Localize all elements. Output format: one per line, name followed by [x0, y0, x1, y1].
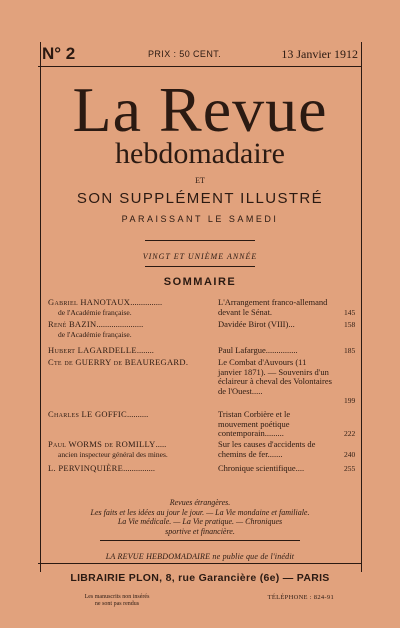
toc-title: Le Combat d'Auvours (11 janvier 1871). — Souvenirs d'un éclaireur à cheval des Volontaires de l'Ouest.....	[218, 357, 332, 396]
issue-number: N° 2	[42, 44, 76, 63]
toc-title: Paul Lafargue...............	[218, 345, 298, 355]
top-rule	[38, 66, 362, 67]
divider	[145, 266, 255, 267]
toc-author: René BAZIN...................... de l'Académie française.	[48, 319, 144, 339]
masthead-et: ET	[195, 176, 205, 185]
toc-page: 199	[344, 396, 356, 405]
toc-page: 158	[344, 320, 356, 329]
toc-author: Gabriel HANOTAUX............... de l'Académie française.	[48, 297, 163, 317]
toc-title: Tristan Corbière et le mouvement poétique contemporain.........	[218, 409, 291, 438]
toc-title: Davidée Birot (VIII)...	[218, 319, 295, 329]
toc-author: Cte de GUERRY de BEAUREGARD.	[48, 357, 189, 367]
header-bar	[40, 44, 360, 64]
masthead-subtitle: hebdomadaire	[115, 137, 285, 170]
toc-title: L'Arrangement franco-allemand devant le Sénat.	[218, 297, 328, 317]
manuscripts-note: Les manuscrits non insérés ne sont pas rendus	[84, 594, 150, 607]
rubrique-line: sportive et financière.	[165, 526, 235, 536]
toc-title: Chronique scientifique....	[218, 463, 305, 473]
toc-page: 255	[344, 464, 356, 473]
masthead-supplement: SON SUPPLÉMENT ILLUSTRÉ	[76, 190, 324, 207]
toc-title: Sur les causes d'accidents de chemins de fer.......	[218, 439, 316, 459]
issue-date: 13 Janvier 1912	[281, 47, 358, 61]
toc-author: Paul WORMS de ROMILLY..... ancien inspecteur général des mines.	[48, 439, 168, 459]
masthead-title: La Revue	[72, 74, 328, 145]
rubrique-line: Revues étrangères.	[169, 498, 231, 507]
toc-author: Charles LE GOFFIC..........	[48, 409, 149, 419]
toc-page: 240	[344, 450, 356, 459]
divider	[100, 540, 300, 541]
divider	[145, 240, 255, 241]
masthead-parution: PARAISSANT LE SAMEDI	[121, 214, 279, 224]
sommaire-heading: SOMMAIRE	[163, 276, 237, 288]
rubrique-line: Les faits et les idées au jour le jour. — La Vie mondaine et familiale.	[90, 507, 310, 517]
toc-author: L. PERVINQUIÈRE...............	[48, 463, 155, 473]
inedit-note: LA REVUE HEBDOMADAIRE ne publie que de l'inédit	[105, 552, 295, 561]
issue-price: PRIX : 50 CENT.	[148, 49, 222, 59]
toc-author: Hubert LAGARDELLE........	[48, 345, 154, 355]
rubriques	[0, 498, 400, 536]
toc-page: 145	[344, 308, 356, 317]
rubrique-line: La Vie médicale. — La Vie pratique. — Chroniques	[117, 517, 283, 526]
toc-page: 185	[344, 346, 356, 355]
masthead-annee: VINGT ET UNIÈME ANNÉE	[142, 252, 258, 261]
toc-page: 222	[344, 429, 356, 438]
telephone: TÉLÉPHONE : 824-91	[267, 594, 334, 601]
bottom-rule	[38, 563, 362, 564]
publisher-line: LIBRAIRIE PLON, 8, rue Garancière (6e) — PARIS	[70, 572, 330, 584]
